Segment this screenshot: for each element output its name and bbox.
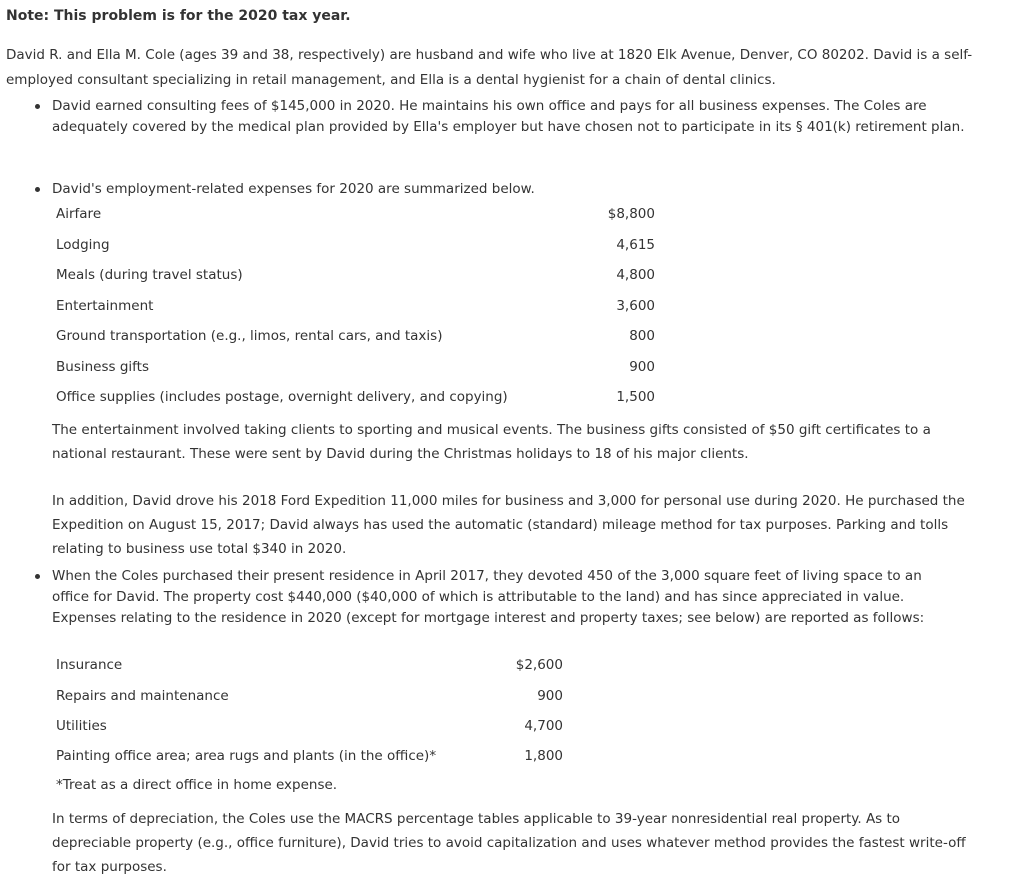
expense-amount: 4,800 [616,267,655,283]
expense-label: Repairs and maintenance [56,688,229,704]
expense-amount: 900 [629,359,655,375]
table-row [0,716,1024,736]
expense-label: Utilities [56,718,107,734]
table-row [0,235,1024,255]
expense-amount: 1,800 [524,748,563,764]
bullet-consulting-fees: David earned consulting fees of $145,000 in 2020. He maintains his own office and pays for all business expenses. The Coles are adequately covered by the medical plan provided by Ella's employer but have chosen not to participate in its § 401(k) retirement plan. [52,96,972,138]
expense-amount: 4,615 [616,237,655,253]
intro-paragraph: David R. and Ella M. Cole (ages 39 and 38, respectively) are husband and wife who live at 1820 Elk Avenue, Denver, CO 80202. David is a self-employed consultant specializing in retail management, and Ella is a dental hygienist for a chain of dental clinics. [6,47,973,88]
expense-amount: 3,600 [616,298,655,314]
table-row [0,746,1024,766]
expense-label: Meals (during travel status) [56,267,243,283]
expense-amount: 4,700 [524,718,563,734]
expense-label: Entertainment [56,298,154,314]
table-row [0,357,1024,377]
entertainment-paragraph: The entertainment involved taking clients to sporting and musical events. The business gifts consisted of $50 gift certificates to a national restaurant. These were sent by David during the Christmas holidays to 18 of his major clients. [52,422,931,462]
expense-amount: 1,500 [616,389,655,405]
expense-amount: 800 [629,328,655,344]
depreciation-paragraph: In terms of depreciation, the Coles use the MACRS percentage tables applicable to 39-year nonresidential real property. As to depreciable property (e.g., office furniture), David tries to avoid capitalization and uses whatever method provides the fastest write-off for tax purposes. [52,811,966,875]
footnote: *Treat as a direct office in home expense. [56,777,338,793]
table-row [0,296,1024,316]
table-row [0,265,1024,285]
expense-label: Painting office area; area rugs and plants (in the office)* [56,748,437,764]
table-row [0,326,1024,346]
expense-label: Ground transportation (e.g., limos, rental cars, and taxis) [56,328,443,344]
table-row [0,204,1024,224]
vehicle-paragraph: In addition, David drove his 2018 Ford Expedition 11,000 miles for business and 3,000 for personal use during 2020. He purchased the Expedition on August 15, 2017; David always has used the automatic (standard) mileage method for tax purposes. Parking and tolls relating to business use total $340 in 2020. [52,493,965,557]
expense-label: Insurance [56,657,123,673]
table-row [0,655,1024,675]
expense-label: Office supplies (includes postage, overnight delivery, and copying) [56,389,508,405]
note-heading: Note: This problem is for the 2020 tax year. [6,8,351,24]
expense-label: Airfare [56,206,102,222]
expense-amount: $2,600 [515,657,563,673]
expense-label: Business gifts [56,359,149,375]
table-row [0,387,1024,407]
expense-label: Lodging [56,237,110,253]
bullet-employment-expenses: David's employment-related expenses for 2020 are summarized below. [52,179,972,200]
expense-amount: 900 [537,688,563,704]
expense-amount: $8,800 [607,206,655,222]
bullet-residence-office: When the Coles purchased their present residence in April 2017, they devoted 450 of the 3,000 square feet of living space to an office for David. The property cost $440,000 ($40,000 of which is attributable to the land) and has since appreciated in value. Expenses relating to the residence in 2020 (except for mortgage interest and property taxes; see below) are reported as follows: [52,566,952,629]
table-row [0,686,1024,706]
